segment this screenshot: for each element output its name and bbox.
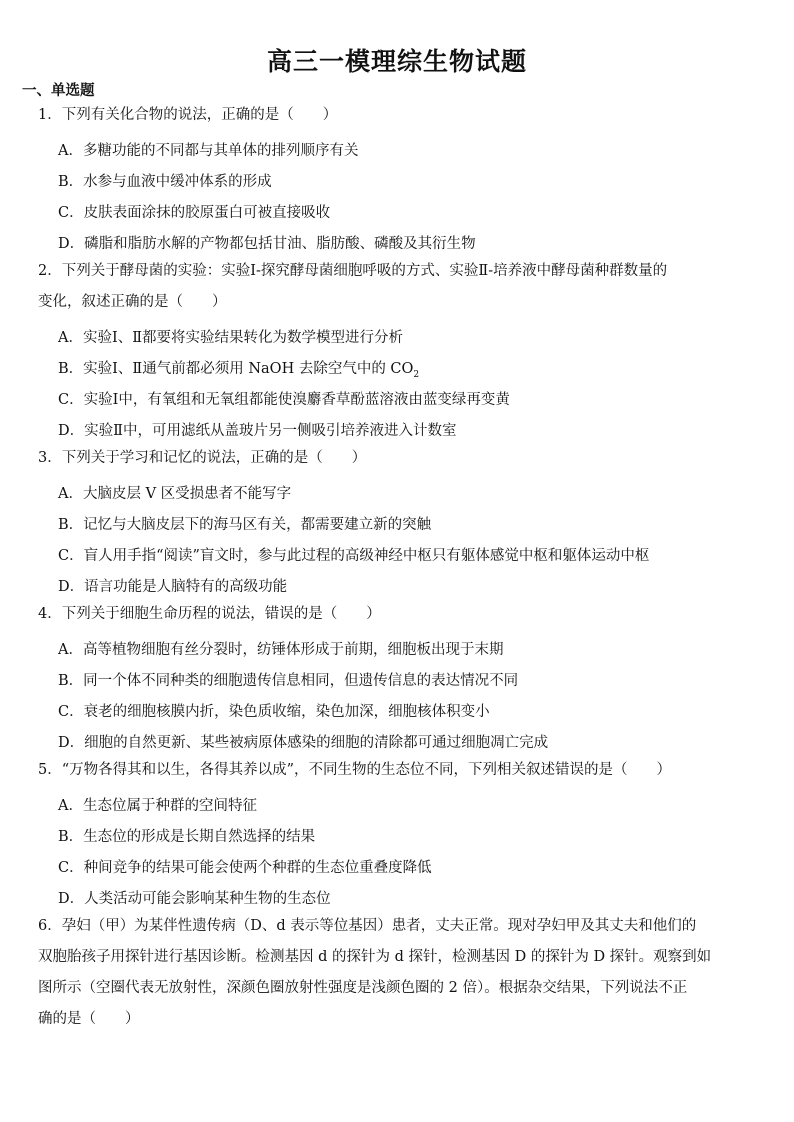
question-4-option-b: B．同一个体不同种类的细胞遗传信息相同，但遗传信息的表达情况不同 (58, 673, 519, 689)
question-2-option-c: C．实验Ⅰ中，有氧组和无氧组都能使溴麝香草酚蓝溶液由蓝变绿再变黄 (58, 392, 510, 408)
question-2-option-b (58, 357, 419, 380)
question-4-option-a: A．高等植物细胞有丝分裂时，纺锤体形成于前期，细胞板出现于末期 (58, 642, 504, 658)
question-2-option-b-text: B．实验Ⅰ、Ⅱ通气前都必须用 NaOH 去除空气中的 CO (58, 361, 414, 377)
section-heading: 一、单选题 (22, 83, 95, 99)
question-3-option-b: B．记忆与大脑皮层下的海马区有关，都需要建立新的突触 (58, 517, 432, 533)
question-5-option-a: A．生态位属于种群的空间特征 (58, 798, 257, 814)
exam-title: 高三一模理综生物试题 (266, 47, 527, 76)
question-6-stem-line4: 确的是（ ） (38, 1011, 140, 1027)
question-6-stem-line2: 双胞胎孩子用探针进行基因诊断。检测基因 d 的探针为 d 探针，检测基因 D 的探针为 D 探针。观察到如 (38, 949, 712, 965)
question-3-option-c: C．盲人用手指“阅读”盲文时，参与此过程的高级神经中枢只有躯体感觉中枢和躯体运动中枢 (58, 548, 650, 564)
question-3-stem: 3．下列关于学习和记忆的说法，正确的是（ ） (38, 450, 367, 466)
question-4-option-d: D．细胞的自然更新、某些被病原体感染的细胞的清除都可通过细胞凋亡完成 (58, 735, 549, 751)
co2-subscript: 2 (413, 369, 420, 380)
question-5-option-c: C．种间竞争的结果可能会使两个种群的生态位重叠度降低 (58, 860, 432, 876)
question-1-stem: 1．下列有关化合物的说法，正确的是（ ） (38, 107, 338, 123)
question-6-stem-line3: 图所示（空圈代表无放射性，深颜色圈放射性强度是浅颜色圈的 2 倍）。根据杂交结果，下列说法不正 (38, 980, 688, 996)
question-1-option-d: D．磷脂和脂肪水解的产物都包括甘油、脂肪酸、磷酸及其衍生物 (58, 236, 476, 252)
question-3-option-d: D．语言功能是人脑特有的高级功能 (58, 579, 288, 595)
question-2-stem-line2: 变化，叙述正确的是（ ） (38, 294, 227, 310)
question-2-option-d: D．实验Ⅱ中，可用滤纸从盖玻片另一侧吸引培养液进入计数室 (58, 423, 457, 439)
question-2-option-a: A．实验Ⅰ、Ⅱ都要将实验结果转化为数学模型进行分析 (58, 330, 404, 346)
question-2-stem-line1: 2．下列关于酵母菌的实验：实验Ⅰ-探究酵母菌细胞呼吸的方式、实验Ⅱ-培养液中酵母菌种群数量的 (38, 263, 668, 279)
question-5-option-b: B．生态位的形成是长期自然选择的结果 (58, 829, 316, 845)
question-4-stem: 4．下列关于细胞生命历程的说法，错误的是（ ） (38, 606, 381, 622)
question-1-option-a: A．多糖功能的不同都与其单体的排列顺序有关 (58, 143, 359, 159)
question-6-stem-line1: 6．孕妇（甲）为某伴性遗传病（D、d 表示等位基因）患者，丈夫正常。现对孕妇甲及其丈夫和他们的 (38, 918, 697, 934)
question-1-option-b: B．水参与血液中缓冲体系的形成 (58, 174, 272, 190)
question-5-option-d: D．人类活动可能会影响某种生物的生态位 (58, 891, 331, 907)
question-4-option-c: C．衰老的细胞核膜内折，染色质收缩，染色加深，细胞核体积变小 (58, 704, 490, 720)
question-3-option-a: A．大脑皮层 V 区受损患者不能写字 (58, 486, 292, 502)
question-1-option-c: C．皮肤表面涂抹的胶原蛋白可被直接吸收 (58, 205, 331, 221)
question-5-stem: 5．“万物各得其和以生，各得其养以成”，不同生物的生态位不同，下列相关叙述错误的是（ ） (38, 762, 672, 778)
